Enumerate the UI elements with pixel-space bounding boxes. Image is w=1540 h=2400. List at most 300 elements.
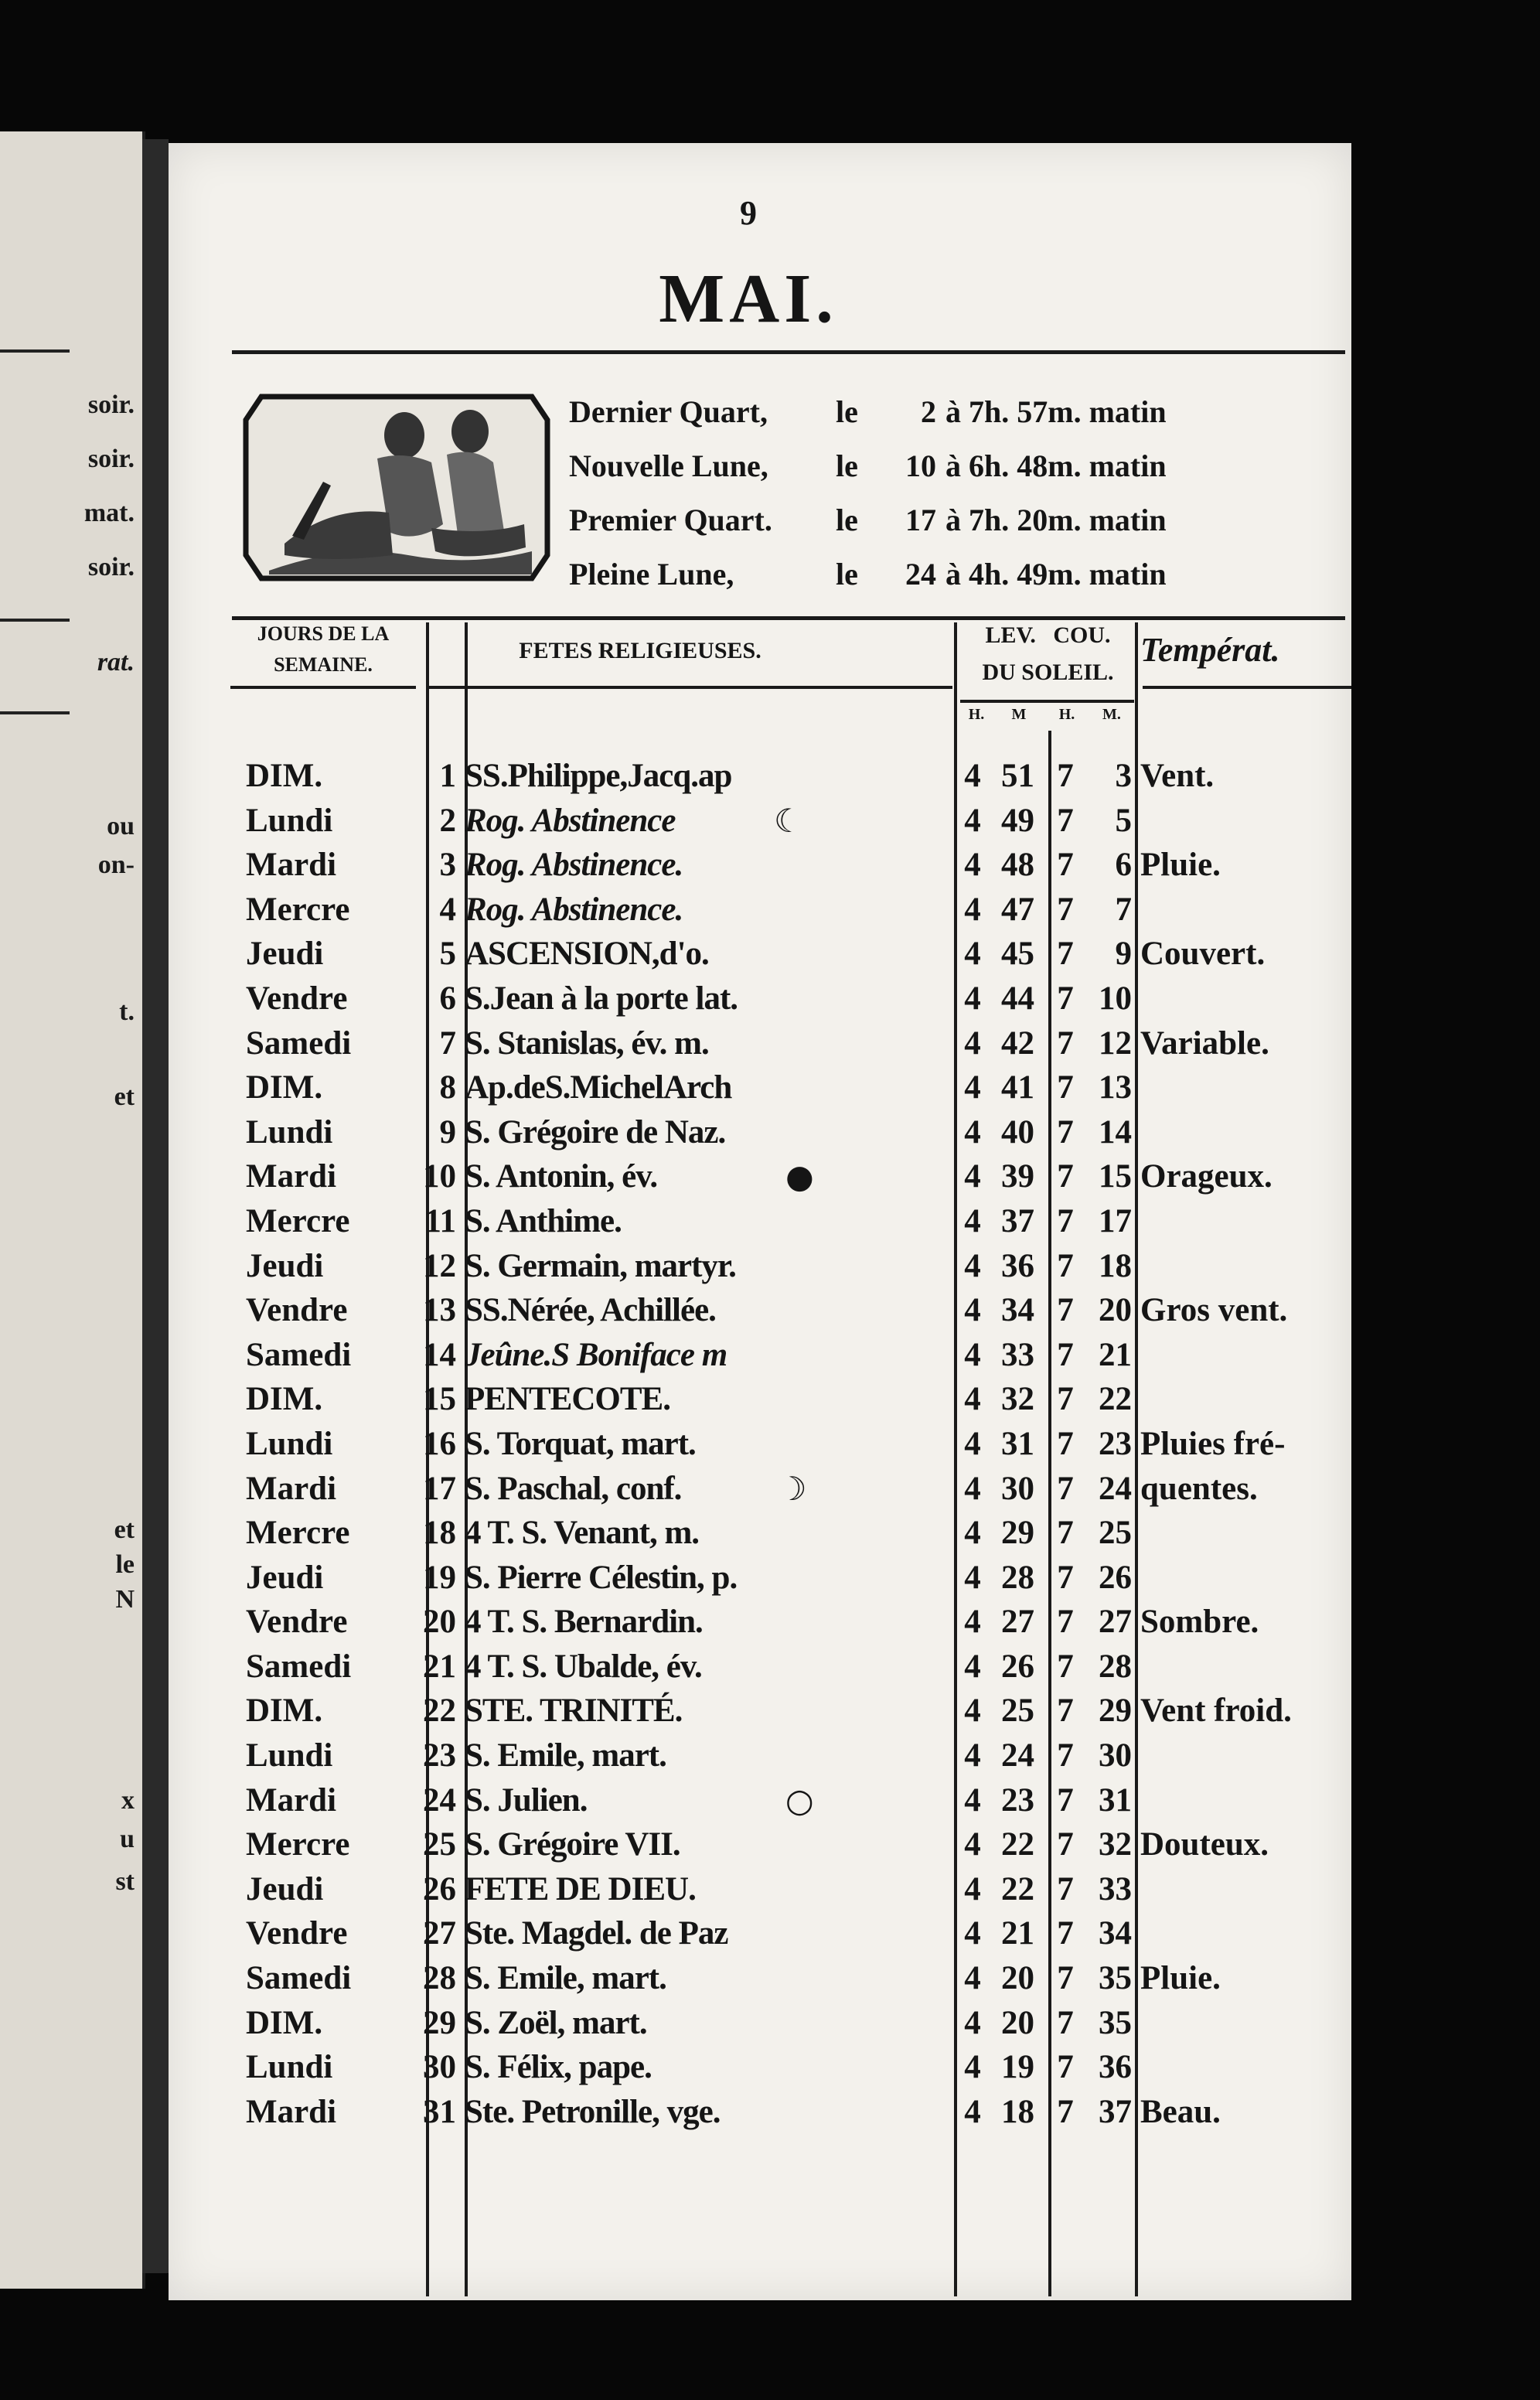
sunset-minute: 10 [1099,980,1132,1017]
day-name: Lundi [246,2049,333,2086]
sunrise-minute: 22 [1001,1870,1034,1907]
day-name: DIM. [246,1381,323,1418]
sunset-minute: 30 [1099,1737,1132,1774]
sunset-hour: 7 [1057,1515,1074,1552]
feast-name: Ap.deS.MichelArch [465,1069,732,1106]
day-number: 22 [423,1693,456,1730]
weather-note: Gros vent. [1140,1292,1288,1329]
sunrise-hour: 4 [964,1381,981,1418]
calendar-row [230,1333,1351,1378]
sunrise-minute: 41 [1001,1069,1034,1106]
sunset-hour: 7 [1057,1292,1074,1329]
sunset-minute: 7 [1115,891,1132,928]
sunset-minute: 32 [1099,1826,1132,1863]
header-unit-rise-m: M [1011,706,1027,723]
day-number: 27 [423,1915,456,1952]
calendar-row [230,1154,1351,1199]
sunrise-hour: 4 [964,891,981,928]
day-number: 25 [423,1826,456,1863]
phase-time: à 6h. 48m. matin [945,448,1167,483]
feast-name: Rog. Abstinence. [465,891,683,928]
day-name: DIM. [246,758,323,794]
weather-note: Orageux. [1140,1158,1273,1195]
calendar-row [230,2090,1351,2135]
sunset-hour: 7 [1057,1202,1074,1239]
sunrise-hour: 4 [964,1693,981,1730]
calendar-row [230,1467,1351,1512]
sunrise-minute: 25 [1001,1693,1034,1730]
day-number: 13 [423,1292,456,1329]
almanac-page [169,143,1351,2300]
sunrise-hour: 4 [964,1915,981,1952]
calendar-row [230,1956,1351,2001]
day-name: Lundi [246,1113,333,1151]
sunrise-minute: 37 [1001,1202,1034,1239]
calendar-row [230,1511,1351,1556]
sunset-hour: 7 [1057,980,1074,1017]
sunset-minute: 33 [1099,1870,1132,1907]
sunset-minute: 31 [1099,1781,1132,1819]
feast-name: PENTECOTE. [465,1381,670,1418]
phase-name: Premier Quart. [569,502,772,537]
weather-note: Vent. [1140,758,1215,794]
weather-note: Vent froid. [1140,1693,1292,1730]
calendar-row [230,2045,1351,2090]
day-number: 24 [423,1781,456,1819]
day-name: Mardi [246,1158,337,1195]
day-name: Lundi [246,1425,333,1462]
calendar-row [230,1199,1351,1244]
moon-phase-icon: ☾ [774,801,803,840]
weather-note: Pluie. [1140,847,1221,884]
calendar-row [230,1065,1351,1110]
sunset-hour: 7 [1057,2004,1074,2041]
sunrise-minute: 47 [1001,891,1034,928]
day-name: Samedi [246,1024,352,1062]
sunrise-minute: 26 [1001,1648,1034,1685]
calendar-row [230,2001,1351,2046]
facing-page-text: soir. [87,553,135,581]
header-days-line2: SEMAINE. [274,653,373,676]
calendar-row [230,1110,1351,1155]
day-number: 6 [439,980,456,1017]
sunrise-minute: 40 [1001,1113,1034,1151]
sunset-hour: 7 [1057,2093,1074,2130]
feast-name: S.Jean à la porte lat. [465,980,738,1017]
day-name: Vendre [246,980,348,1017]
day-number: 17 [423,1470,456,1507]
header-unit-rise-h: H. [968,706,985,723]
book-gutter [142,139,169,2273]
sunset-minute: 26 [1099,1559,1132,1596]
header-underline [427,686,952,689]
month-title: MAI. [659,261,838,337]
day-number: 10 [423,1158,456,1195]
day-number: 30 [423,2049,456,2086]
day-name: Samedi [246,1960,352,1997]
day-name: Lundi [246,1737,333,1774]
sunrise-hour: 4 [964,1425,981,1462]
day-name: Mardi [246,1470,337,1507]
feast-name: S. Emile, mart. [465,1960,666,1997]
weather-note: Sombre. [1140,1604,1259,1641]
sunrise-hour: 4 [964,847,981,884]
facing-page [0,131,145,2289]
day-number: 7 [439,1024,456,1062]
day-number: 18 [423,1515,456,1552]
sunrise-hour: 4 [964,2049,981,2086]
sunrise-minute: 24 [1001,1737,1034,1774]
feast-name: S. Grégoire de Naz. [465,1113,726,1151]
sunset-hour: 7 [1057,1648,1074,1685]
day-name: Mercre [246,891,350,928]
sunset-minute: 17 [1099,1202,1132,1239]
sunrise-hour: 4 [964,1826,981,1863]
weather-note: Beau. [1140,2093,1221,2130]
sunrise-hour: 4 [964,1336,981,1373]
sunrise-hour: 4 [964,1202,981,1239]
day-name: Samedi [246,1648,352,1685]
sunset-minute: 9 [1115,936,1132,973]
sunrise-minute: 20 [1001,1960,1034,1997]
sunset-hour: 7 [1057,936,1074,973]
sunset-minute: 20 [1099,1292,1132,1329]
sunset-hour: 7 [1057,1826,1074,1863]
facing-page-text: u [120,1825,135,1853]
facing-page-rule [0,349,70,353]
page-number: 9 [740,194,757,232]
day-name: DIM. [246,2004,323,2041]
weather-note: Douteux. [1140,1826,1269,1863]
sunrise-minute: 44 [1001,980,1034,1017]
header-sun-line1: LEV. COU. [985,622,1111,648]
day-name: Vendre [246,1292,348,1329]
sunset-hour: 7 [1057,1693,1074,1730]
header-weather: Températ. [1140,631,1280,669]
sunrise-hour: 4 [964,1470,981,1507]
table-header [230,615,1351,728]
sunset-minute: 12 [1099,1024,1132,1062]
sunset-hour: 7 [1057,1113,1074,1151]
sunrise-hour: 4 [964,1158,981,1195]
sunset-hour: 7 [1057,802,1074,839]
facing-page-text: et [114,1082,135,1111]
sunrise-minute: 33 [1001,1336,1034,1373]
header-unit-set-m: M. [1102,706,1121,723]
sunrise-minute: 32 [1001,1381,1034,1418]
feast-name: 4 T. S. Venant, m. [465,1515,700,1552]
day-name: Jeudi [246,1870,324,1907]
day-number: 5 [439,936,456,973]
phase-name: Nouvelle Lune, [569,448,768,483]
day-name: Mardi [246,1781,337,1819]
facing-page-text: rat. [97,648,135,677]
facing-page-text: soir. [87,390,135,419]
sunset-minute: 28 [1099,1648,1132,1685]
feast-name: S. Félix, pape. [465,2049,652,2086]
sunrise-minute: 21 [1001,1915,1034,1952]
sunset-hour: 7 [1057,2049,1074,2086]
sunset-minute: 22 [1099,1381,1132,1418]
sunset-hour: 7 [1057,1247,1074,1284]
calendar-row [230,1645,1351,1689]
calendar-row [230,1822,1351,1867]
feast-name: Ste. Magdel. de Paz [465,1915,728,1952]
day-number: 9 [439,1113,456,1151]
facing-page-rule [0,711,70,714]
sunrise-hour: 4 [964,802,981,839]
day-name: Vendre [246,1915,348,1952]
phase-day: 24 [905,556,936,591]
day-number: 14 [423,1336,456,1373]
sunrise-minute: 22 [1001,1826,1034,1863]
facing-page-text: t. [119,997,135,1026]
sunset-hour: 7 [1057,1470,1074,1507]
sunrise-hour: 4 [964,1648,981,1685]
phase-name: Pleine Lune, [569,556,734,591]
sunrise-hour: 4 [964,1247,981,1284]
day-number: 29 [423,2004,456,2041]
day-name: Jeudi [246,1247,324,1284]
sunrise-minute: 18 [1001,2093,1034,2130]
weather-note: Pluies fré- [1140,1425,1286,1462]
sunrise-hour: 4 [964,2004,981,2041]
sunrise-minute: 19 [1001,2049,1034,2086]
header-unit-set-h: H. [1058,706,1075,723]
calendar-row [230,799,1351,844]
sunrise-minute: 29 [1001,1515,1034,1552]
day-number: 4 [439,891,456,928]
sunset-minute: 35 [1099,1960,1132,1997]
sunrise-minute: 42 [1001,1024,1034,1062]
feast-name: S. Julien. [465,1781,588,1819]
sunset-hour: 7 [1057,1737,1074,1774]
day-name: Mercre [246,1515,350,1552]
header-underline [960,700,1134,703]
sunset-minute: 3 [1115,758,1132,794]
sunset-minute: 18 [1099,1247,1132,1284]
feast-name: S. Stanislas, év. m. [465,1024,709,1062]
sunrise-hour: 4 [964,1781,981,1819]
feast-name: S. Pierre Célestin, p. [465,1559,738,1596]
sunset-hour: 7 [1057,1915,1074,1952]
sunset-hour: 7 [1057,891,1074,928]
sunrise-minute: 39 [1001,1158,1034,1195]
facing-page-text: on- [97,851,135,879]
sunset-minute: 25 [1099,1515,1132,1552]
calendar-row [230,843,1351,888]
calendar-row [230,932,1351,977]
feast-name: FETE DE DIEU. [465,1870,696,1907]
sunrise-minute: 23 [1001,1781,1034,1819]
weather-note: quentes. [1140,1470,1258,1507]
day-name: Mercre [246,1826,350,1863]
feast-name: STE. TRINITÉ. [465,1693,683,1730]
feast-name: ASCENSION,d'o. [465,936,709,973]
sunset-minute: 36 [1099,2049,1132,2086]
feast-name: Rog. Abstinence [465,802,676,839]
sunset-hour: 7 [1057,758,1074,794]
facing-page-text: et [114,1515,135,1544]
calendar-row [230,754,1351,799]
sunset-hour: 7 [1057,1158,1074,1195]
calendar-row [230,977,1351,1021]
title-rule [232,350,1345,354]
sunset-minute: 29 [1099,1693,1132,1730]
calendar-row [230,1288,1351,1333]
sunrise-hour: 4 [964,1604,981,1641]
feast-name: S. Paschal, conf. [465,1470,682,1507]
moon-phase-icon: ● [785,1157,814,1196]
phase-time: à 4h. 49m. matin [945,556,1167,591]
feast-name: 4 T. S. Bernardin. [465,1604,703,1641]
calendar-row [230,1734,1351,1778]
calendar-row [230,1778,1351,1823]
sunset-hour: 7 [1057,1781,1074,1819]
moon-phase-row [569,384,1350,438]
phase-day: 2 [921,394,936,429]
calendar-row [230,1377,1351,1422]
moon-phases [569,384,1350,601]
phase-le: le [836,502,858,537]
moon-phase-row [569,547,1350,601]
sunset-minute: 6 [1115,847,1132,884]
sunset-hour: 7 [1057,1381,1074,1418]
sunset-minute: 21 [1099,1336,1132,1373]
feast-name: S. Anthime. [465,1202,622,1239]
sunset-hour: 7 [1057,1870,1074,1907]
day-number: 16 [423,1425,456,1462]
feast-name: S. Antonin, év. [465,1158,658,1195]
sunset-hour: 7 [1057,1024,1074,1062]
sunrise-hour: 4 [964,936,981,973]
day-number: 19 [423,1559,456,1596]
feast-name: S. Zoël, mart. [465,2004,647,2041]
sunrise-minute: 30 [1001,1470,1034,1507]
day-name: Jeudi [246,1559,324,1596]
day-name: DIM. [246,1693,323,1730]
feast-name: S. Grégoire VII. [465,1826,680,1863]
sunrise-hour: 4 [964,1559,981,1596]
feast-name: Rog. Abstinence. [465,847,683,884]
day-number: 11 [424,1202,456,1239]
sunrise-hour: 4 [964,758,981,794]
day-number: 31 [423,2093,456,2130]
day-name: DIM. [246,1069,323,1106]
facing-page-text: le [115,1550,135,1579]
sunset-hour: 7 [1057,1425,1074,1462]
sunset-minute: 14 [1099,1113,1132,1151]
sunrise-hour: 4 [964,1069,981,1106]
sunset-minute: 35 [1099,2004,1132,2041]
sunrise-minute: 48 [1001,847,1034,884]
day-name: Jeudi [246,936,324,973]
sunrise-minute: 49 [1001,802,1034,839]
calendar-row [230,1911,1351,1956]
facing-page-text: ou [107,812,135,840]
sunrise-hour: 4 [964,2093,981,2130]
calendar-row [230,1244,1351,1289]
sunset-hour: 7 [1057,1069,1074,1106]
sunset-hour: 7 [1057,1336,1074,1373]
sunrise-minute: 31 [1001,1425,1034,1462]
sunrise-hour: 4 [964,1113,981,1151]
sunrise-hour: 4 [964,1870,981,1907]
engraved-vignette [238,389,555,586]
feast-name: S. Germain, martyr. [465,1247,736,1284]
day-name: Mercre [246,1202,350,1239]
sunrise-minute: 34 [1001,1292,1034,1329]
day-name: Mardi [246,2093,337,2130]
moon-phase-row [569,493,1350,547]
calendar-row [230,1867,1351,1912]
feast-name: S. Emile, mart. [465,1737,666,1774]
day-number: 20 [423,1604,456,1641]
phase-day: 17 [905,502,936,537]
phase-le: le [836,448,858,483]
sunrise-minute: 45 [1001,936,1034,973]
day-name: Samedi [246,1336,352,1373]
feast-name: Ste. Petronille, vge. [465,2093,721,2130]
day-number: 1 [439,758,456,794]
sunset-minute: 23 [1099,1425,1132,1462]
sunset-minute: 13 [1099,1069,1132,1106]
sunset-hour: 7 [1057,1960,1074,1997]
phase-time: à 7h. 57m. matin [945,394,1167,429]
calendar-row [230,1556,1351,1601]
sunset-minute: 27 [1099,1604,1132,1641]
header-days-line1: JOURS DE LA [257,622,390,645]
sunset-hour: 7 [1057,1604,1074,1641]
weather-note: Variable. [1140,1024,1269,1062]
sunrise-minute: 51 [1001,758,1034,794]
day-number: 21 [423,1648,456,1685]
sunrise-hour: 4 [964,1515,981,1552]
phase-time: à 7h. 20m. matin [945,502,1167,537]
day-number: 8 [439,1069,456,1106]
facing-page-text: x [121,1786,135,1815]
header-underline [1143,686,1351,689]
sunrise-hour: 4 [964,1960,981,1997]
feast-name: Jeûne.S Boniface m [465,1336,727,1373]
sunset-minute: 37 [1099,2093,1132,2130]
weather-note: Pluie. [1140,1960,1221,1997]
feast-name: SS.Nérée, Achillée. [465,1292,716,1329]
header-sun-line2: DU SOLEIL. [982,660,1114,685]
phase-name: Dernier Quart, [569,394,768,429]
day-name: Lundi [246,802,333,839]
sunset-minute: 24 [1099,1470,1132,1507]
day-number: 15 [423,1381,456,1418]
moon-phase-icon: ☽ [778,1469,807,1508]
feast-name: 4 T. S. Ubalde, év. [465,1648,702,1685]
header-feasts: FETES RELIGIEUSES. [519,638,761,663]
facing-page-text: N [115,1585,135,1614]
facing-page-text: mat. [83,499,135,527]
calendar-table [230,754,1351,2134]
sunset-hour: 7 [1057,1559,1074,1596]
sunrise-hour: 4 [964,1292,981,1329]
facing-page-text: st [115,1867,135,1896]
sunrise-minute: 20 [1001,2004,1034,2041]
day-name: Vendre [246,1604,348,1641]
facing-page-rule [0,619,70,622]
calendar-row [230,1021,1351,1066]
vignette-figures-image [238,389,555,586]
sunset-hour: 7 [1057,847,1074,884]
sunrise-minute: 28 [1001,1559,1034,1596]
phase-le: le [836,556,858,591]
